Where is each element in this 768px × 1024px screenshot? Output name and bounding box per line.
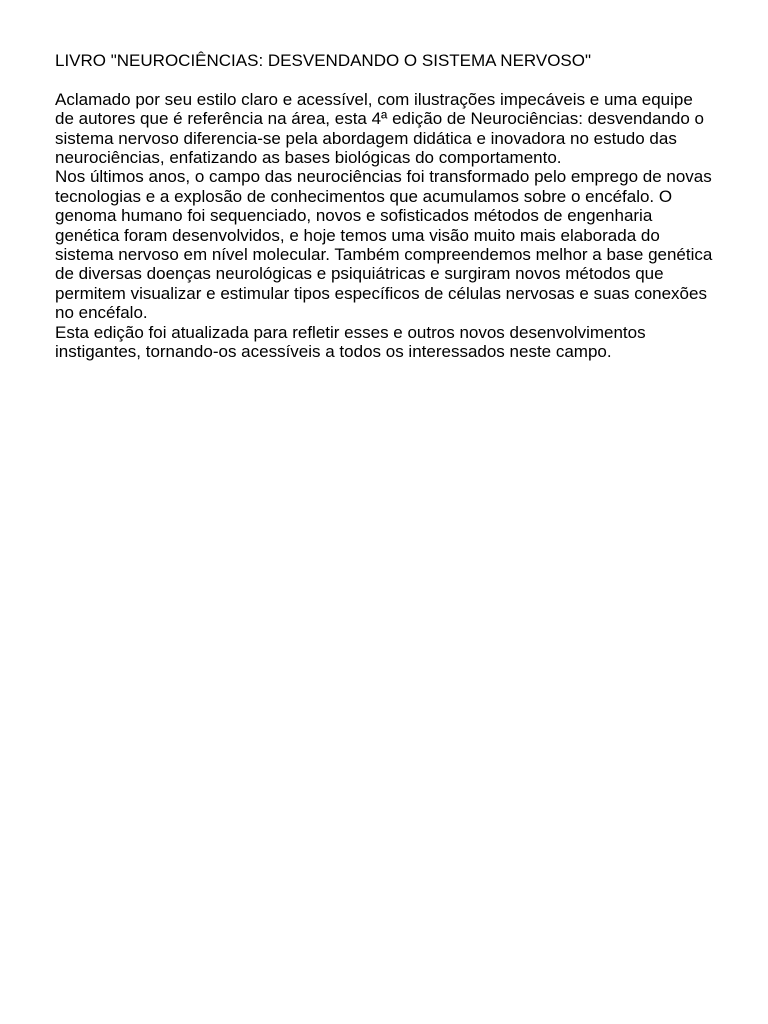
document-title: LIVRO "NEUROCIÊNCIAS: DESVENDANDO O SISTEMA NERVOSO" [55,51,592,70]
paragraph-intro: Aclamado por seu estilo claro e acessível, com ilustrações impecáveis e uma equipe de autores que é referência na área, esta 4ª edição de Neurociências: desvendando o sistema nervoso diferencia-se pela abordagem didática e inovadora no estudo das neurociências, enfatizando as bases biológicas do comportamento. [55,89,704,168]
paragraph-edition-update: Esta edição foi atualizada para refletir esses e outros novos desenvolvimentos instigantes, tornando-os acessíveis a todos os interessados neste campo. [55,322,646,362]
document-body [55,51,715,361]
paragraph-recent-years: Nos últimos anos, o campo das neurociências foi transformado pelo emprego de novas tecnologias e a explosão de conhecimentos que acumulamos sobre o encéfalo. O genoma humano foi sequenciado, novos e sofisticados métodos de engenharia genética foram desenvolvidos, e hoje temos uma visão muito mais elaborada do sistema nervoso em nível molecular. Também compreendemos melhor a base genética de diversas doenças neurológicas e psiquiátricas e surgiram novos métodos que permitem visualizar e estimular tipos específicos de células nervosas e suas conexões no encéfalo. [55,167,713,323]
title-spacer [55,70,715,89]
